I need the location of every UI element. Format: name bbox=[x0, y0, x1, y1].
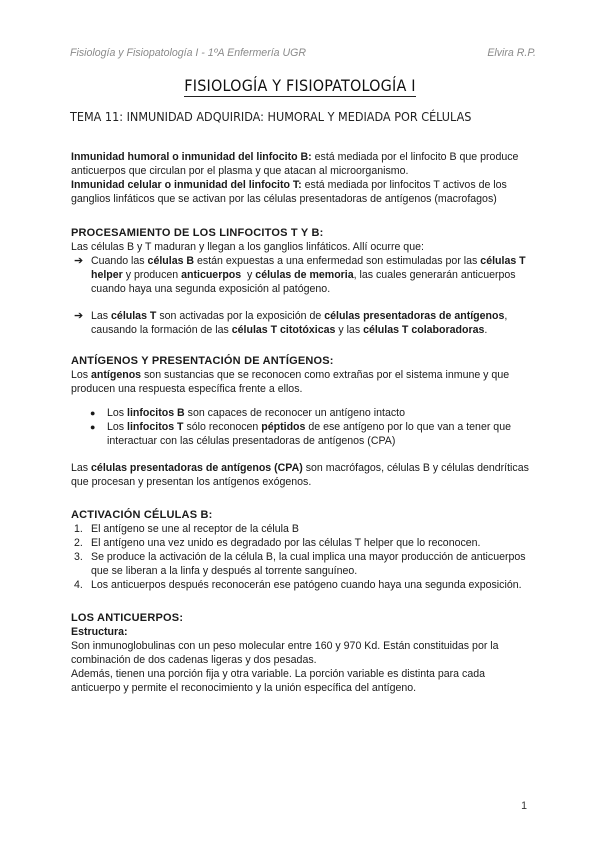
list-item bbox=[71, 522, 531, 536]
anticuerpos-paragraph-2: Además, tienen una porción fija y otra variable. La porción variable es distinta para cada anticuerpo y permite el reconocimiento y la unión específica del antígeno. bbox=[71, 668, 485, 694]
humoral-term: Inmunidad humoral o inmunidad del linfocito B: bbox=[71, 151, 312, 163]
text-run: son activadas por la exposición de bbox=[156, 310, 325, 322]
procesamiento-section bbox=[71, 226, 531, 337]
procesamiento-heading: PROCESAMIENTO DE LOS LINFOCITOS T Y B: bbox=[71, 227, 324, 239]
cpa-paragraph bbox=[71, 461, 531, 489]
text-run: son sustancias que se reconocen como extrañas por el sistema inmune y que producen una respuesta específica frente a ellos. bbox=[71, 369, 510, 395]
header-course: Fisiología y Fisiopatología I - 1ºA Enfermería UGR bbox=[70, 47, 307, 59]
list-item-text: El antígeno se une al receptor de la célula B bbox=[91, 523, 299, 535]
page-title bbox=[0, 76, 600, 95]
term: células presentadoras de antígenos (CPA) bbox=[91, 462, 303, 474]
arrow-icon: ➔ bbox=[74, 310, 84, 322]
term: anticuerpos bbox=[181, 269, 242, 281]
activacion-section bbox=[71, 508, 531, 592]
antigenos-definition bbox=[71, 368, 531, 396]
page-number: 1 bbox=[521, 800, 527, 812]
text-run: . bbox=[484, 324, 488, 336]
term: linfocitos B bbox=[127, 407, 185, 419]
topic-subtitle: TEMA 11: INMUNIDAD ADQUIRIDA: HUMORAL Y MEDIADA POR CÉLULAS bbox=[70, 109, 472, 124]
bullet-icon: ● bbox=[90, 408, 96, 418]
text-run: y bbox=[241, 269, 256, 281]
procesamiento-lead: Las células B y T maduran y llegan a los ganglios linfáticos. Allí ocurre que: bbox=[71, 241, 424, 253]
text-run: son macrófagos, células B y células dendríticas que procesan y presentan los antígenos exógenos. bbox=[71, 462, 529, 488]
antigenos-bullets bbox=[71, 406, 531, 448]
list-item bbox=[71, 578, 531, 592]
term: células T citotóxicas bbox=[231, 324, 336, 336]
text-run: están expuestas a una enfermedad son estimuladas por las bbox=[194, 255, 481, 267]
text-run: y producen bbox=[122, 269, 182, 281]
text-run: son capaces de reconocer un antígeno intacto bbox=[184, 407, 405, 419]
list-item bbox=[71, 406, 531, 420]
term: péptidos bbox=[261, 421, 306, 433]
text-run: Los bbox=[71, 369, 92, 381]
anticuerpos-paragraph-1: Son inmunoglobulinas con un peso molecular entre 160 y 970 Kd. Están constituidas por la combinación de dos cadenas ligeras y dos pesadas. bbox=[71, 640, 499, 666]
list-item bbox=[71, 254, 531, 296]
text-run: Cuando las bbox=[91, 255, 148, 267]
intro-celular bbox=[71, 178, 531, 206]
text-run: Los bbox=[107, 407, 128, 419]
celular-term: Inmunidad celular o inmunidad del linfocito T: bbox=[71, 179, 302, 191]
term: células T bbox=[111, 310, 157, 322]
term: células T helper bbox=[91, 255, 526, 281]
term: células T colaboradoras bbox=[363, 324, 485, 336]
list-item-text: Los anticuerpos después reconocerán ese patógeno cuando haya una segunda exposición. bbox=[91, 579, 522, 591]
activacion-heading: ACTIVACIÓN CÉLULAS B: bbox=[71, 509, 213, 521]
header-author: Elvira R.P. bbox=[487, 47, 536, 59]
list-number: 4. bbox=[74, 579, 83, 591]
activacion-list bbox=[71, 522, 531, 592]
term: linfocitos T bbox=[127, 421, 184, 433]
list-number: 3. bbox=[74, 551, 83, 563]
list-item bbox=[71, 536, 531, 550]
text-run: sólo reconocen bbox=[183, 421, 262, 433]
intro-humoral bbox=[71, 150, 531, 178]
term: células de memoria bbox=[255, 269, 354, 281]
bullet-icon: ● bbox=[90, 422, 96, 432]
intro-section bbox=[71, 150, 531, 206]
list-item bbox=[71, 420, 531, 448]
list-item bbox=[71, 309, 531, 337]
antigenos-heading: ANTÍGENOS Y PRESENTACIÓN DE ANTÍGENOS: bbox=[71, 355, 334, 367]
text-run: , las cuales generarán anticuerpos cuando haya una segunda exposición al patógeno. bbox=[91, 269, 516, 295]
term: células B bbox=[147, 255, 195, 267]
text-run: , causando la formación de las bbox=[91, 310, 508, 336]
celular-text: está mediada por linfocitos T activos de los ganglios linfáticos que se activan por las células presentadoras de antígenos (macrofagos) bbox=[71, 179, 507, 205]
list-item-text: El antígeno una vez unido es degradado por las células T helper que lo reconocen. bbox=[91, 537, 481, 549]
text-run: Los bbox=[107, 421, 128, 433]
term: células presentadoras de antígenos bbox=[324, 310, 505, 322]
list-number: 1. bbox=[74, 523, 83, 535]
text-run: Las bbox=[71, 462, 92, 474]
text-run: Las bbox=[91, 310, 112, 322]
anticuerpos-heading: LOS ANTICUERPOS: bbox=[71, 612, 184, 624]
term: antígenos bbox=[91, 369, 142, 381]
content-body bbox=[71, 150, 531, 708]
page-title-text: FISIOLOGÍA Y FISIOPATOLOGÍA I bbox=[184, 76, 416, 95]
procesamiento-list bbox=[71, 254, 531, 337]
list-number: 2. bbox=[74, 537, 83, 549]
estructura-subheading: Estructura: bbox=[71, 626, 128, 638]
antigenos-section bbox=[71, 354, 531, 489]
anticuerpos-section bbox=[71, 611, 531, 695]
humoral-text: está mediada por el linfocito B que produce anticuerpos que circulan por el plasma y que atacan al microorganismo. bbox=[71, 151, 519, 177]
text-run: y las bbox=[335, 324, 364, 336]
text-run: de ese antígeno por lo que van a tener que interactuar con las células presentadoras de antígenos (CPA) bbox=[107, 421, 511, 447]
list-item-text: Se produce la activación de la célula B, la cual implica una mayor producción de anticuerpos que se liberan a la linfa y después al torrente sanguíneo. bbox=[91, 551, 526, 577]
list-item bbox=[71, 550, 531, 578]
arrow-icon: ➔ bbox=[74, 255, 84, 267]
